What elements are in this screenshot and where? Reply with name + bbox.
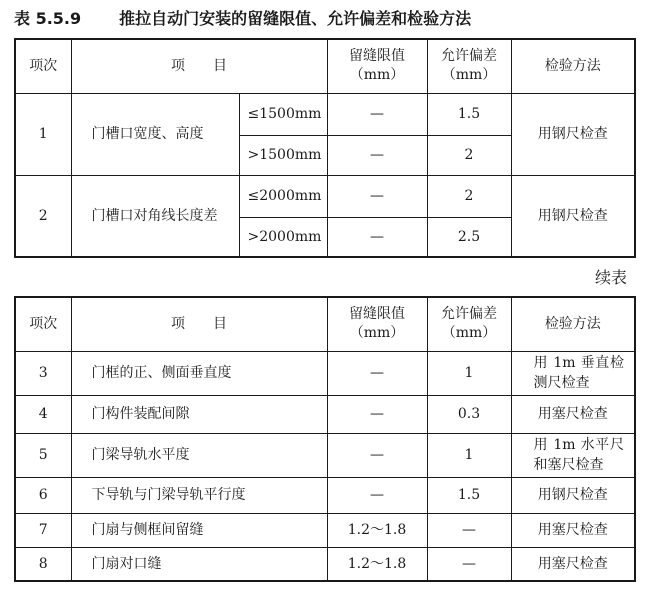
header-item: 项 目 (71, 297, 327, 351)
header-gap-limit-line2: （mm） (349, 325, 405, 342)
row-item: 门扇与侧框间留缝 (71, 513, 327, 547)
table-row (15, 395, 635, 433)
row-index: 2 (15, 175, 71, 257)
row-gap: — (327, 477, 427, 513)
header-tolerance (427, 39, 511, 93)
row-method: 用钢尺检查 (511, 477, 635, 513)
header-index: 项次 (15, 297, 71, 351)
header-item: 项 目 (71, 39, 327, 93)
table-number: 表 5.5.9 (14, 9, 82, 28)
row-tolerance: 1.5 (427, 477, 511, 513)
row-item: 门槽口宽度、高度 (71, 93, 239, 175)
header-gap-limit (327, 39, 427, 93)
header-row (15, 39, 635, 93)
table-title (14, 6, 654, 32)
row-tolerance: 0.3 (427, 395, 511, 433)
row-method: 用钢尺检查 (511, 175, 635, 257)
continued-label: 续表 (594, 268, 627, 287)
header-tolerance-line2: （mm） (441, 325, 497, 342)
row-tolerance: 2 (427, 175, 511, 217)
row-tolerance: — (427, 513, 511, 547)
row-index: 8 (15, 547, 71, 581)
row-index: 6 (15, 477, 71, 513)
header-row (15, 297, 635, 351)
row-range: >2000mm (239, 217, 327, 257)
header-tolerance-line1: 允许偏差 (441, 48, 497, 65)
row-gap: — (327, 135, 427, 175)
row-item: 下导轨与门梁导轨平行度 (71, 477, 327, 513)
row-index: 7 (15, 513, 71, 547)
row-method: 用 1m 垂直检测尺检查 (511, 351, 635, 395)
table-row (15, 477, 635, 513)
header-tolerance-line1: 允许偏差 (441, 306, 497, 323)
header-gap-limit-line1: 留缝限值 (349, 306, 405, 323)
row-method: 用 1m 水平尺和塞尺检查 (511, 433, 635, 477)
row-index: 4 (15, 395, 71, 433)
row-item: 门梁导轨水平度 (71, 433, 327, 477)
header-index: 项次 (15, 39, 71, 93)
row-gap: 1.2～1.8 (327, 547, 427, 581)
row-gap: — (327, 175, 427, 217)
row-index: 3 (15, 351, 71, 395)
row-gap: — (327, 351, 427, 395)
row-tolerance: 2.5 (427, 217, 511, 257)
row-method: 用塞尺检查 (511, 513, 635, 547)
tolerance-table-part2 (14, 296, 636, 582)
row-tolerance: — (427, 547, 511, 581)
row-tolerance: 1.5 (427, 93, 511, 135)
row-method: 用钢尺检查 (511, 93, 635, 175)
row-item: 门框的正、侧面垂直度 (71, 351, 327, 395)
table-row (15, 547, 635, 581)
row-method: 用塞尺检查 (511, 547, 635, 581)
header-tolerance (427, 297, 511, 351)
header-tolerance-line2: （mm） (441, 67, 497, 84)
table-row (15, 513, 635, 547)
row-tolerance: 2 (427, 135, 511, 175)
header-gap-limit (327, 297, 427, 351)
table-row (15, 175, 635, 217)
row-method: 用塞尺检查 (511, 395, 635, 433)
header-gap-limit-line1: 留缝限值 (349, 48, 405, 65)
row-range: ≤2000mm (239, 175, 327, 217)
row-item: 门构件装配间隙 (71, 395, 327, 433)
row-tolerance: 1 (427, 433, 511, 477)
header-method: 检验方法 (511, 39, 635, 93)
table-row (15, 351, 635, 395)
row-gap: — (327, 395, 427, 433)
row-index: 1 (15, 93, 71, 175)
table-row (15, 93, 635, 135)
table-row (15, 433, 635, 477)
row-gap: — (327, 433, 427, 477)
row-range: >1500mm (239, 135, 327, 175)
table-caption: 推拉自动门安装的留缝限值、允许偏差和检验方法 (119, 9, 472, 28)
row-item: 门扇对口缝 (71, 547, 327, 581)
header-method: 检验方法 (511, 297, 635, 351)
row-range: ≤1500mm (239, 93, 327, 135)
row-gap: — (327, 217, 427, 257)
header-gap-limit-line2: （mm） (349, 67, 405, 84)
row-tolerance: 1 (427, 351, 511, 395)
row-item: 门槽口对角线长度差 (71, 175, 239, 257)
row-gap: — (327, 93, 427, 135)
tolerance-table-part1 (14, 38, 636, 258)
row-gap: 1.2～1.8 (327, 513, 427, 547)
row-index: 5 (15, 433, 71, 477)
